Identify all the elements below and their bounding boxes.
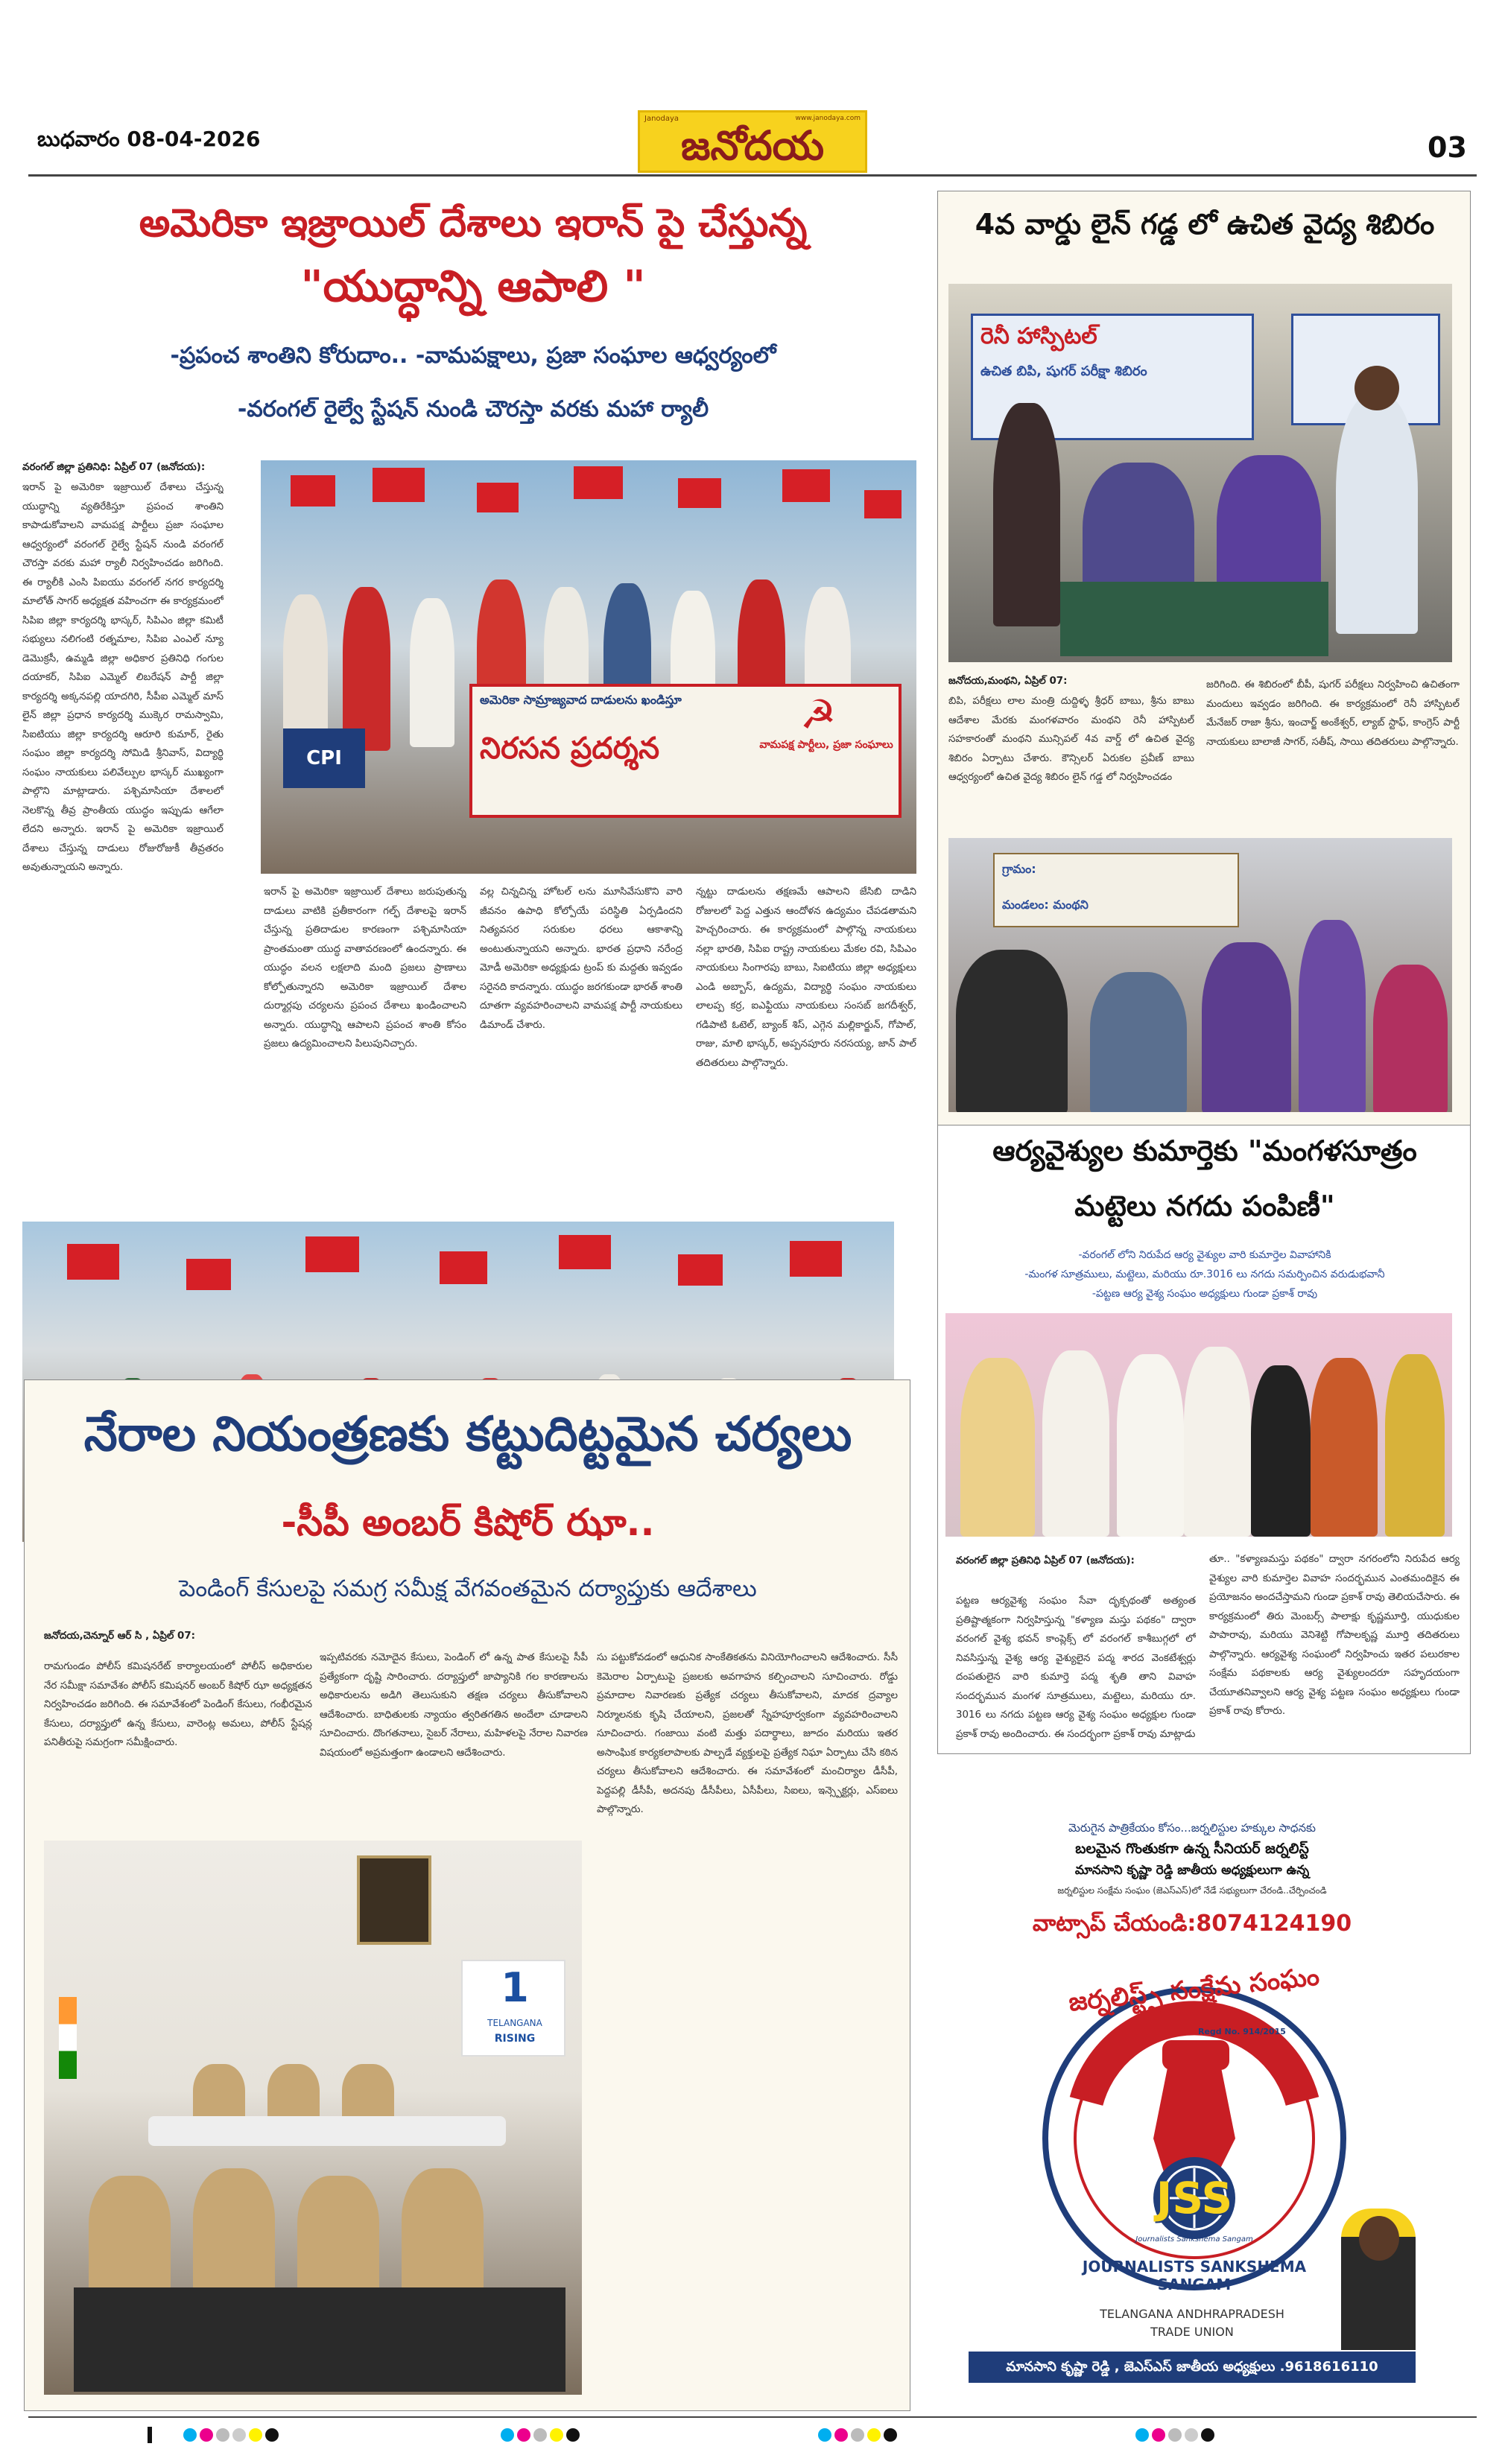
crime-headline: నేరాల నియంత్రణకు కట్టుదిట్టమైన చర్యలు bbox=[83, 1407, 852, 1462]
masthead-small: Janodaya bbox=[644, 115, 679, 123]
jss-regd: Regd No. 914/2015 bbox=[1198, 2027, 1286, 2036]
ad-top-line-3: మానసాని కృష్ణా రెడ్డి జాతీయ అధ్యక్షులుగా ఉన్న bbox=[1074, 1863, 1310, 1878]
story-war bbox=[22, 186, 924, 1371]
rally-photo-1 bbox=[261, 460, 916, 874]
masthead-url: www.janodaya.com bbox=[795, 115, 861, 122]
story-arya bbox=[937, 1125, 1471, 1754]
crime-photo bbox=[44, 1841, 582, 2395]
color-bar-4 bbox=[1135, 2427, 1217, 2442]
ad-top-line-1: మెరుగైన పాత్రికేయం కోసం...జర్నలిస్టుల హక్కుల సాధనకు bbox=[1068, 1821, 1316, 1835]
page-number: 03 bbox=[1428, 131, 1467, 164]
ad-union-1: TELANGANA ANDHRAPRADESH bbox=[1100, 2307, 1284, 2321]
ad-union-2: TRADE UNION bbox=[1150, 2325, 1234, 2339]
issue-date: బుధవారం 08-04-2026 bbox=[37, 127, 261, 151]
header-rule bbox=[28, 174, 1477, 177]
jss-letters: JSS bbox=[1156, 2173, 1233, 2223]
health-dateline: జనోదయ,మంథని, ఏప్రిల్ 07: bbox=[948, 676, 1068, 687]
crime-col-1: రామగుండం పోలీస్ కమిషనరేట్ కార్యాలయంలో పోలీస్ అధికారుల నేర సమీక్షా సమావేశం పోలీస్ కమిషనర్ అంబర్ కిషోర్ ఝా అధ్యక్షతన నిర్వహించడం జరిగింది. ఈ సమావేశంలో పెండింగ్ కేసులు, గంభీరమైన కేసులు, దర్యాప్తులో ఉన్న కేసులు, వారెంట్ల అమలు, పోలీస్ స్టేషన్ల పనితీరుపై సమగ్రంగా సమీక్షించారు. bbox=[44, 1661, 312, 1748]
print-footer bbox=[0, 2416, 1505, 2446]
masthead-title: జనోదయ bbox=[680, 122, 825, 169]
war-sub-1: -ప్రపంచ శాంతిని కోరుదాం.. -వామపక్షాలు, ప్రజా సంఘాల ఆధ్వర్యంలో bbox=[170, 343, 776, 369]
war-col-2: ఇరాన్ పై అమెరికా ఇజ్రాయిల్ దేశాలు జరుపుతున్న దాడులు వాటికి ప్రతీకారంగా గల్ఫ్ దేశాలపై ఇరాన్ చేస్తున్న ప్రతిదాడుల కారణంగా పశ్చిమాసియా ప్రాంతమంతా యుద్ధ వాతావరణంలో ఉందన్నారు. ఈ యుద్ధం వలన లక్షలాది మంది ప్రజలు ప్రాణాలు కోల్పోతున్నారని అమెరికా ఇజ్రాయిల్ దేశాల దుర్మార్గపు చర్యలను ప్రపంచ దేశాలు ఖండించాలని అన్నారు. యుద్ధాన్ని ఆపాలని ప్రపంచ శాంతి కోసం ప్రజలు ఉద్యమించాలని పిలుపునిచ్చారు. bbox=[264, 886, 466, 1050]
health-col-1: బిపి, పరీక్షలు లాల మంత్రి దుద్దిళ్ళ శ్రీధర్ బాబు, శ్రీను బాబు ఆదేశాల మేరకు మంగళవారం మంథని రెనీ హాస్పిటల్ సహకారంతో మంథని మున్సిపల్ 4వ వార్డ్ లో ఉచిత వైద్య శిబిరం ఏర్పాటు చేశారు. కౌన్సిలర్ ఏరుకల ప్రవీణ్ బాబు ఆధ్వర్యంలో ఉచిత వైద్య శిబిరం లైన్ గడ్డ లో నిర్వహించడం bbox=[948, 696, 1194, 783]
banner-side-text: వామపక్ష పార్టీలు, ప్రజా సంఘాలు bbox=[759, 739, 893, 751]
arya-col-2: తూ.. "కళ్యాణమస్తు పథకం" ద్వారా నగరంలోని నిరుపేద ఆర్య వైశ్యుల వారి కుమార్తెల వివాహ సందర్భమున ఎంతమందికైన ఈ ప్రయోజనం అందచేస్తామని గుండా ప్రకాశ్ రావు తెలియచేసారు. ఈ కార్యక్రమంలో తిరు మెంబర్స్ పాలాక్షు కృష్ణమూర్తి, యుధుకుల పాపారావు, మరియు వెనిశెట్టి గోపాలకృష్ణ మూర్తి తదితరులు పాల్గొన్నారు. ఆర్యవైశ్య సంఘంలో నిర్వహించు ఇతర పలురకాల సంక్షేమ పథకాలకు ఆర్య వైశ్యులందరూ సహృదయంగా చేయూతనివ్వాలని ఆర్య వైశ్య పట్టణ సంఘం అధ్యక్షులు గుండా ప్రకాశ్ రావు కోరారు. bbox=[1209, 1554, 1460, 1717]
crime-sub-1: -సీపీ అంబర్ కిషోర్ ఝా.. bbox=[281, 1501, 655, 1544]
arya-headline-2: మట్టెలు నగదు పంపిణీ" bbox=[1074, 1190, 1335, 1222]
arya-col-1: పట్టణ ఆర్యవైశ్య సంఘం సేవా దృక్పథంతో అత్యంత ప్రతిష్టాత్మకంగా నిర్వహిస్తున్న "కళ్యాణ మస్తు పథకం" ద్వారా వరంగల్ వైశ్య భవన్ కాంప్లెక్స్ లో వరంగల్ కాశీబుగ్గలో లో నివసిస్తున్న వైశ్య ఆర్య వైశ్యులైన పద్మ శారద వెంకటేశ్వర్లు దంపతులైన వారి కుమార్తె పద్మ శృతి తాని వివాహ సందర్భమున మంగళ సూత్రములు, మట్టెలు, మరియు రూ. 3016 లు నగదు పట్టణ ఆర్య వైశ్య సంఘం అధ్యక్షుల గుండా ప్రకాశ్ రావు అందించారు. ఈ సందర్భంగా ప్రకాశ్ రావు మాట్లాడు bbox=[956, 1595, 1196, 1740]
rally-banner bbox=[469, 684, 902, 818]
banner-small-text: అమెరికా సామ్రాజ్యవాద దాడులను ఖండిస్తూ bbox=[480, 693, 682, 707]
board-text-1: TELANGANA bbox=[487, 2018, 542, 2028]
camp-board-text-2: మండలం: మంథని bbox=[1002, 898, 1089, 912]
arya-sub-2: -మంగళ సూత్రములు, మట్టెలు, మరియు రూ.3016 లు నగదు సమర్పించిన వరుడుభవానీ bbox=[1024, 1268, 1385, 1280]
color-bar-1 bbox=[183, 2427, 282, 2442]
hospital-banner-sub: ఉచిత బిపి, షుగర్ పరీక్షా శిబిరం bbox=[980, 363, 1147, 379]
war-col-4: న్నట్టు దాడులను తక్షణమే ఆపాలని జేసిబి దాడిని రోజులలో పెద్ద ఎత్తున ఆందోళన ఉద్యమం చేపడతామని హెచ్చరించారు. ఈ కార్యక్రమంలో పాల్గొన్న నాయకులు నల్లా భారతి, సిపిఐ రాష్ట్ర నాయకులు మేకల రవి, సిపిఎం నాయకులు సింగారపు బాబు, సిఐటియు జిల్లా అధ్యక్షులు ఎండి అబ్బాస్, ఉద్యమ, విద్యార్థి సంఘం నాయకులు లాలప్ప కర్ర, ఐఎఫ్టియు నాయకులు సంసబ్ జగదీశ్వర్, గడిపాటి ఓటెల్, బ్యాంక్ శిస్, ఎగ్గెన మల్లికార్జున్, గోపాల్, రాజు, మాలి భాస్కర్, అప్పనపూరు నరసయ్య, జాన్ పాల్ తదితరులు పాల్గొన్నారు. bbox=[696, 886, 916, 1069]
jss-ring-text-inner: Journalists Sankshema Sangam bbox=[1135, 2235, 1253, 2244]
war-col-3: వల్ల చిన్నచిన్న హోటల్ లను మూసివేసుకొని వారి జీవనం ఉపాధి కోల్పోయే పరిస్థితి ఏర్పడిందని నిత్యవసర సరుకుల ధరలు ఆకాశాన్ని అంటుతున్నాయని అన్నారు. భారత ప్రధాని నరేంద్ర మోడీ అమెరికా అధ్యక్షుడు ట్రంప్ కు మద్దతు ఇవ్వడం సరైనది కాదన్నారు. యుద్ధం జరగకుండా భారత్ శాంతి దూతగా వ్యవహరించాలని వామపక్ష పార్టీ నాయకులు డిమాండ్ చేశారు. bbox=[480, 886, 682, 1031]
health-headline: 4వ వార్డు లైన్ గడ్డ లో ఉచిత వైద్య శిబిరం bbox=[975, 208, 1435, 241]
masthead bbox=[638, 110, 867, 173]
board-text-2: RISING bbox=[494, 2033, 536, 2045]
arya-dateline: వరంగల్ జిల్లా ప్రతినిధి ఏప్రిల్ 07 (జనోదయ): bbox=[956, 1555, 1135, 1566]
jss-logo bbox=[1019, 1952, 1369, 2302]
health-col-2: జరిగింది. ఈ శిబిరంలో బీపీ, షుగర్ పరీక్షలు నిర్వహించి ఉచితంగా మందులు ఇవ్వడం జరిగింది. ఈ కార్యక్రమంలో రెనీ హాస్పిటల్ మేనేజర్ రాజా శ్రీను, ఇంచార్జ్ అంకేశ్వర్, ల్యాబ్ స్టాఫ్, కాంగ్రెస్ పార్టీ నాయకులు బాలాజీ సాగర్, సతీష్, సాయి తదితరులు పాల్గొన్నారు. bbox=[1206, 679, 1460, 748]
board-digit: 1 bbox=[501, 1964, 529, 2011]
arya-sub-3: -పట్టణ ఆర్య వైశ్య సంఘం అధ్యక్షులు గుండా ప్రకాశ్ రావు bbox=[1091, 1288, 1318, 1300]
page-header bbox=[0, 0, 1505, 179]
crime-sub-2: పెండింగ్ కేసులపై సమగ్ర సమీక్ష వేగవంతమైన దర్యాప్తుకు ఆదేశాలు bbox=[179, 1575, 757, 1602]
color-bar-3 bbox=[818, 2427, 900, 2442]
ad-top-line-2: బలమైన గొంతుకగా ఉన్న సీనియర్ జర్నలిస్ట్ bbox=[1075, 1841, 1309, 1857]
camp-board bbox=[993, 853, 1239, 927]
ad-jss bbox=[969, 1821, 1416, 2385]
telangana-rising-board bbox=[461, 1960, 565, 2057]
war-col-1: ఇరాన్ పై అమెరికా ఇజ్రాయిల్ దేశాలు చేస్తున్న యుద్ధాన్ని వ్యతిరేకిస్తూ ప్రపంచ శాంతిని కాపాడుకోవాలని వామపక్ష పార్టీలు ప్రజా సంఘాల ఆధ్వర్యంలో వరంగల్ రైల్వే స్టేషన్ నుండి వరంగల్ చౌరస్తా వరకు మహా ర్యాలీ నిర్వహించడం జరిగింది. ఈ ర్యాలీకి ఎంసి పిఐయు వరంగల్ నగర కార్యదర్శి మాలోత్ సాగర్ అధ్యక్షత వహించగా ఈ కార్యక్రమంలో సిపిఐ జిల్లా కార్యదర్శి భాస్కర్, సిపిఎం జిల్లా కమిటీ సభ్యులు నలిగంటి రత్నమాల, సిపిఐ ఎంఎల్ న్యూ డెమొక్రసీ, ఉమ్మడి జిల్లా అధికార ప్రతినిధి గంగుల దయాకర్, సిపిఐ ఎమ్మెల్ లిబరేషన్ పార్టీ జిల్లా కార్యదర్శి అక్కనపల్లి యాదగిరి, సీపీఐ ఎమ్మెల్ మాస్ లైన్ జిల్లా ప్రధాన కార్యదర్శి ముక్కెర రామస్వామి, సిఐటియు జిల్లా కార్యదర్శి ఆరూరి కుమార్, రైతు సంఘం జిల్లా కార్యదర్శి సోమిడి శ్రీనివాస్, విద్యార్థి సంఘం నాయకులు పలివేల్పుల భాస్కర్ ముఖ్యంగా పాల్గొని మాట్లాడారు. పశ్చిమాసియా దేశాలలో నెలకొన్న తీవ్ర ప్రాంతీయ యుద్ధం ఇప్పుడు ఆగేలా లేదని అన్నారు. ఇరాన్ పై అమెరికా ఇజ్రాయిల్ దేశాలు చేస్తున్న దాడులు రోజురోజుకీ తీవ్రతరం అవుతున్నాయని అన్నారు. bbox=[22, 482, 224, 873]
ad-whatsapp: వాట్సాప్ చేయండి:8074124190 bbox=[1032, 1911, 1352, 1937]
crime-col-2: ఇప్పటివరకు నమోదైన కేసులు, పెండింగ్ లో ఉన్న పాత కేసులపై సీపీ ప్రత్యేకంగా దృష్టి సారించారు. దర్యాప్తులో జాప్యానికి గల కారణాలను అధికారులను అడిగి తెలుసుకుని తక్షణ చర్యలు తీసుకోవాలని ఆదేశించారు. బాధితులకు న్యాయం త్వరితగతిన అందేలా చూడాలని సూచించారు. దొంగతనాలు, సైబర్ నేరాలు, మహిళలపై నేరాల నివారణ విషయంలో అప్రమత్తంగా ఉండాలని ఆదేశించారు. bbox=[320, 1652, 588, 1759]
crime-col-3: సు పట్టుకోవడంలో ఆధునిక సాంకేతికతను వినియోగించాలని ఆదేశించారు. సీసీ కెమెరాల ఏర్పాటుపై ప్రజలకు అవగాహన కల్పించాలని సూచించారు. రోడ్డు ప్రమాదాల నివారణకు ప్రత్యేక చర్యలు తీసుకోవాలని, మాదక ద్రవ్యాల నిర్మూలనకు కృషి చేయాలని, ప్రజలతో స్నేహపూర్వకంగా వ్యవహరించాలని సూచించారు. గంజాయి వంటి మత్తు పదార్థాలు, జూదం మరియు ఇతర అసాంఘిక కార్యకలాపాలకు పాల్పడే వ్యక్తులపై ప్రత్యేక నిఘా ఏర్పాటు చేసి కఠిన చర్యలు తీసుకోవాలని ఆదేశించారు. ఈ సమావేశంలో మంచిర్యాల డీసీపీ, పెద్దపల్లి డీసీపీ, అదనపు డీసీపీలు, ఏసీపీలు, సిఐలు, ఇన్స్పెక్టర్లు, ఎస్ఐలు పాల్గొన్నారు. bbox=[597, 1652, 898, 1815]
health-photo-1 bbox=[948, 284, 1452, 662]
hammer-sickle-icon: ☭ bbox=[800, 691, 837, 738]
hospital-banner-title: రెనీ హాస్పిటల్ bbox=[980, 323, 1097, 349]
placard-cpi: CPI bbox=[283, 728, 365, 788]
portrait-frame bbox=[357, 1855, 431, 1945]
camp-board-text-1: గ్రామం: bbox=[1002, 862, 1036, 876]
war-headline-1: అమెరికా ఇజ్రాయిల్ దేశాలు ఇరాన్ పై చేస్తున్న bbox=[139, 201, 808, 246]
health-photo-2 bbox=[948, 838, 1452, 1112]
flag-india-icon bbox=[59, 1997, 77, 2079]
war-headline-2: "యుద్ధాన్ని ఆపాలి " bbox=[300, 261, 646, 311]
ad-top-line-4: జర్నలిస్టుల సంక్షేమ సంఘం (జెఎస్ఎస్)లో నేడే సభ్యులుగా చేరండి..చేర్పించండి bbox=[1057, 1885, 1327, 1896]
ad-footer-bar: మానసాని కృష్ణా రెడ్డి , జెఎస్ఎస్ జాతీయ అధ్యక్షులు .9618616110 bbox=[969, 2352, 1416, 2383]
story-health bbox=[937, 191, 1471, 1125]
arya-sub-1: -వరంగల్ లోని నిరుపేద ఆర్య వైశ్యుల వారి కుమార్తెల వివాహానికి bbox=[1078, 1249, 1331, 1261]
banner-big-text: నిరసన ప్రదర్శన bbox=[480, 731, 660, 766]
war-sub-2: -వరంగల్ రైల్వే స్టేషన్ నుండి చౌరస్తా వరకు మహా ర్యాలీ bbox=[237, 396, 709, 422]
crime-dateline: జనోదయ,చెన్నూర్ ఆర్ సి , ఏప్రిల్ 07: bbox=[44, 1631, 196, 1642]
registration-mark-left bbox=[148, 2427, 152, 2443]
color-bar-2 bbox=[501, 2427, 583, 2442]
story-crime bbox=[24, 1379, 910, 2411]
footer-rule bbox=[28, 2416, 1477, 2418]
jss-arc-text: జర్నలిస్ట్స్ సంక్షేమ సంఘం bbox=[1067, 1961, 1321, 2018]
arya-photo bbox=[945, 1313, 1452, 1537]
war-dateline: వరంగల్ జిల్లా ప్రతినిధి: ఏప్రిల్ 07 (జనోదయ): bbox=[22, 462, 206, 473]
jss-ring-text: JOURNALISTS SANKSHEMA SANGAM bbox=[1082, 2258, 1307, 2293]
arya-headline-1: ఆర్యవైశ్యుల కుమార్తెకు "మంగళసూత్రం bbox=[992, 1134, 1417, 1167]
